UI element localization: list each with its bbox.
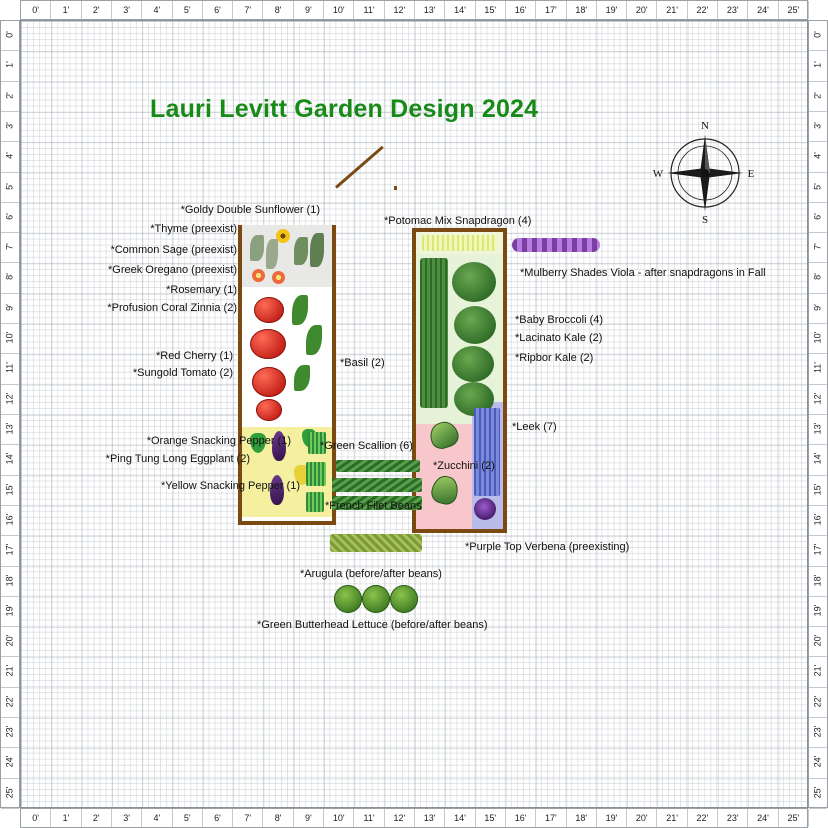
ruler-tick: 19' <box>1 597 19 627</box>
svg-text:E: E <box>747 168 755 180</box>
ruler-tick: 14' <box>445 1 475 19</box>
ruler-tick: 4' <box>142 809 172 827</box>
ruler-tick: 16' <box>506 1 536 19</box>
plant-snapdragon-row <box>422 235 497 251</box>
ruler-tick: 5' <box>173 1 203 19</box>
label-thyme: *Thyme (preexist) <box>150 223 237 235</box>
ruler-tick: 5' <box>809 173 827 203</box>
label-broccoli: *Baby Broccoli (4) <box>515 314 604 326</box>
label-filet-beans: *French Filet Beans <box>325 500 422 512</box>
plant-broccoli-3 <box>452 346 494 382</box>
ruler-tick: 20' <box>627 809 657 827</box>
plant-arugula-row <box>330 534 422 552</box>
ruler-tick: 5' <box>1 173 19 203</box>
ruler-tick: 22' <box>809 688 827 718</box>
ruler-tick: 24' <box>748 809 778 827</box>
ruler-tick: 13' <box>809 415 827 445</box>
ruler-tick: 9' <box>294 1 324 19</box>
ruler-tick: 18' <box>809 567 827 597</box>
ruler-tick: 0' <box>21 1 51 19</box>
ruler-tick: 18' <box>1 567 19 597</box>
ruler-tick: 1' <box>1 51 19 81</box>
ruler-tick: 14' <box>445 809 475 827</box>
plant-tomato-2 <box>250 329 286 359</box>
ruler-tick: 13' <box>1 415 19 445</box>
plant-rosemary <box>310 233 324 267</box>
plant-lettuce-1 <box>334 585 362 613</box>
plant-lacinato-kale <box>420 258 448 408</box>
ruler-tick: 14' <box>809 445 827 475</box>
plant-tomato-4 <box>256 399 282 421</box>
ruler-tick: 23' <box>1 718 19 748</box>
label-snapdragon: *Potomac Mix Snapdragon (4) <box>384 215 532 227</box>
label-oregano: *Greek Oregano (preexist) <box>108 264 237 276</box>
ruler-tick: 8' <box>263 809 293 827</box>
ruler-tick: 8' <box>263 1 293 19</box>
ruler-tick: 22' <box>1 688 19 718</box>
ruler-tick: 12' <box>809 385 827 415</box>
plant-tomato-1 <box>254 297 284 323</box>
svg-text:S: S <box>701 214 709 225</box>
ruler-tick: 0' <box>21 809 51 827</box>
ruler-tick: 8' <box>1 263 19 293</box>
label-verbena: *Purple Top Verbena (preexisting) <box>465 541 630 553</box>
ruler-tick: 15' <box>1 476 19 506</box>
svg-text:W: W <box>652 168 664 180</box>
plant-scallion-2 <box>306 462 326 486</box>
plant-thyme <box>266 239 278 269</box>
compass-rose-icon <box>650 115 760 225</box>
ruler-tick: 11' <box>354 1 384 19</box>
ruler-tick: 6' <box>1 203 19 233</box>
ruler-tick: 5' <box>173 809 203 827</box>
ruler-tick: 17' <box>1 536 19 566</box>
ruler-tick: 7' <box>233 1 263 19</box>
ruler-tick: 12' <box>1 385 19 415</box>
label-ripbor: *Ripbor Kale (2) <box>515 352 594 364</box>
garden-bed-right[interactable] <box>412 228 507 533</box>
plant-zinnia-1 <box>252 269 265 282</box>
label-rosemary: *Rosemary (1) <box>166 284 237 296</box>
ruler-tick: 21' <box>657 1 687 19</box>
ruler-tick: 3' <box>112 1 142 19</box>
label-viola: *Mulberry Shades Viola - after snapdragons in Fall <box>520 267 766 279</box>
ruler-tick: 2' <box>809 82 827 112</box>
ruler-tick: 1' <box>51 1 81 19</box>
plant-lettuce-2 <box>362 585 390 613</box>
ruler-tick: 12' <box>385 809 415 827</box>
label-sunflower: *Goldy Double Sunflower (1) <box>180 204 320 216</box>
ruler-tick: 17' <box>809 536 827 566</box>
ruler-tick: 16' <box>506 809 536 827</box>
plant-broccoli-1 <box>452 262 496 302</box>
ruler-tick: 21' <box>809 657 827 687</box>
ruler-tick: 23' <box>718 1 748 19</box>
ruler-tick: 10' <box>809 324 827 354</box>
ruler-tick: 13' <box>415 809 445 827</box>
ruler-tick: 25' <box>809 779 827 809</box>
label-sage: *Common Sage (preexist) <box>110 244 237 256</box>
label-red-cherry: *Red Cherry (1) <box>155 350 233 362</box>
ruler-tick: 21' <box>657 809 687 827</box>
ruler-tick: 24' <box>809 748 827 778</box>
label-zucchini: *Zucchini (2) <box>433 460 495 472</box>
ruler-top <box>20 0 808 20</box>
ruler-tick: 8' <box>809 263 827 293</box>
ruler-tick: 6' <box>203 1 233 19</box>
label-leek: *Leek (7) <box>512 421 557 433</box>
label-arugula: *Arugula (before/after beans) <box>300 568 442 580</box>
ruler-tick: 20' <box>627 1 657 19</box>
ruler-tick: 7' <box>233 809 263 827</box>
ruler-tick: 25' <box>1 779 19 809</box>
ruler-tick: 0' <box>809 21 827 51</box>
ruler-tick: 4' <box>1 142 19 172</box>
ruler-tick: 9' <box>1 294 19 324</box>
ruler-tick: 25' <box>779 809 809 827</box>
ruler-tick: 24' <box>1 748 19 778</box>
ruler-tick: 11' <box>809 354 827 384</box>
ruler-tick: 10' <box>1 324 19 354</box>
ruler-tick: 3' <box>1 112 19 142</box>
ruler-tick: 1' <box>809 51 827 81</box>
ruler-tick: 15' <box>809 476 827 506</box>
plant-viola-row <box>512 238 600 252</box>
ruler-tick: 12' <box>385 1 415 19</box>
ruler-bottom <box>20 808 808 828</box>
label-basil: *Basil (2) <box>340 357 385 369</box>
ruler-tick: 7' <box>809 233 827 263</box>
plant-oregano <box>294 237 308 265</box>
plant-zinnia-2 <box>272 271 285 284</box>
plant-broccoli-2 <box>454 306 496 344</box>
ruler-tick: 19' <box>597 809 627 827</box>
ruler-tick: 3' <box>112 809 142 827</box>
ruler-left <box>0 20 20 808</box>
ruler-tick: 3' <box>809 112 827 142</box>
ruler-tick: 9' <box>294 809 324 827</box>
ruler-tick: 2' <box>82 809 112 827</box>
plant-bean-row-1 <box>336 460 420 472</box>
ruler-tick: 11' <box>1 354 19 384</box>
plant-verbena <box>474 498 496 520</box>
svg-text:N: N <box>701 120 709 132</box>
ruler-tick: 9' <box>809 294 827 324</box>
ruler-tick: 21' <box>1 657 19 687</box>
ruler-tick: 10' <box>324 1 354 19</box>
ruler-tick: 17' <box>536 809 566 827</box>
ruler-tick: 20' <box>809 627 827 657</box>
plant-sage <box>250 235 264 261</box>
ruler-tick: 19' <box>597 1 627 19</box>
label-eggplant: *Ping Tung Long Eggplant (2) <box>105 453 250 465</box>
ruler-tick: 13' <box>415 1 445 19</box>
ruler-tick: 22' <box>688 809 718 827</box>
ruler-tick: 6' <box>203 809 233 827</box>
plant-leek-row <box>474 408 500 496</box>
ruler-tick: 15' <box>476 809 506 827</box>
ruler-tick: 23' <box>809 718 827 748</box>
bed-left-angle-tip <box>394 186 397 190</box>
ruler-tick: 19' <box>809 597 827 627</box>
label-yellow-pepper: *Yellow Snacking Pepper (1) <box>160 480 300 492</box>
label-zinnia: *Profusion Coral Zinnia (2) <box>107 302 237 314</box>
plant-sunflower <box>276 229 290 243</box>
ruler-tick: 0' <box>1 21 19 51</box>
ruler-tick: 2' <box>82 1 112 19</box>
label-sungold: *Sungold Tomato (2) <box>132 367 233 379</box>
ruler-tick: 25' <box>779 1 809 19</box>
ruler-tick: 16' <box>809 506 827 536</box>
label-lettuce: *Green Butterhead Lettuce (before/after beans) <box>257 619 488 631</box>
ruler-tick: 22' <box>688 1 718 19</box>
plant-bean-row-2 <box>332 478 422 492</box>
ruler-tick: 23' <box>718 809 748 827</box>
ruler-tick: 14' <box>1 445 19 475</box>
ruler-tick: 17' <box>536 1 566 19</box>
ruler-tick: 15' <box>476 1 506 19</box>
page-title: Lauri Levitt Garden Design 2024 <box>150 95 539 123</box>
ruler-tick: 4' <box>142 1 172 19</box>
plant-tomato-3 <box>252 367 286 397</box>
ruler-right <box>808 20 828 808</box>
label-lacinato: *Lacinato Kale (2) <box>515 332 603 344</box>
ruler-tick: 11' <box>354 809 384 827</box>
ruler-tick: 6' <box>809 203 827 233</box>
ruler-tick: 7' <box>1 233 19 263</box>
label-scallion: *Green Scallion (6) <box>320 440 413 452</box>
ruler-tick: 2' <box>1 82 19 112</box>
ruler-tick: 20' <box>1 627 19 657</box>
ruler-tick: 1' <box>51 809 81 827</box>
label-orange-pepper: *Orange Snacking Pepper (1) <box>146 435 291 447</box>
ruler-tick: 18' <box>567 1 597 19</box>
ruler-tick: 4' <box>809 142 827 172</box>
plant-scallion-3 <box>306 492 324 512</box>
ruler-tick: 24' <box>748 1 778 19</box>
ruler-tick: 10' <box>324 809 354 827</box>
ruler-tick: 16' <box>1 506 19 536</box>
ruler-tick: 18' <box>567 809 597 827</box>
plant-lettuce-3 <box>390 585 418 613</box>
